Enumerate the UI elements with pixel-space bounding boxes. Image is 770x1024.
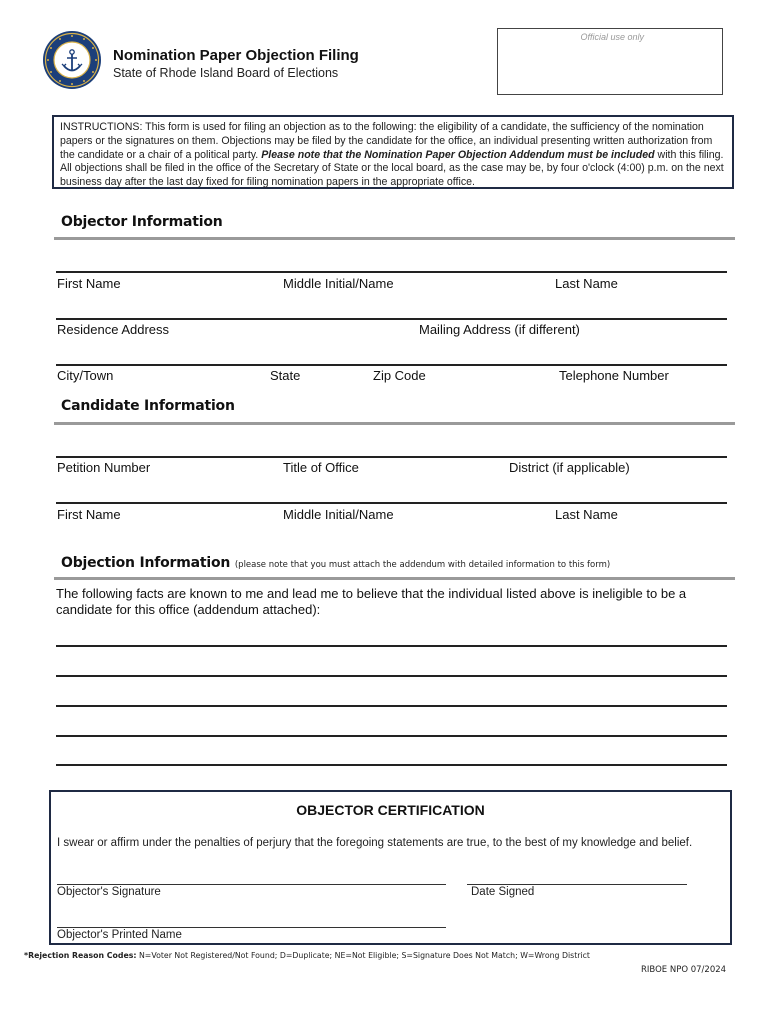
title-of-office-label: Title of Office bbox=[283, 460, 359, 475]
date-signed-label: Date Signed bbox=[471, 886, 535, 898]
instructions-text-1: INSTRUCTIONS: This form is used for filing an objection as to the following: the eligibility of a candidate, the sufficiency of the nomination papers or the signatures on them. Objections may be filed by the candidate for the office, an individual presenting written authorization from the candidate or a chair of a political party. bbox=[60, 121, 713, 161]
objector-section-heading: Objector Information bbox=[61, 214, 223, 230]
official-use-label: Official use only bbox=[580, 32, 644, 42]
section-divider bbox=[54, 237, 735, 240]
instructions-text-2: with this filing. All objections shall be filed in the office of the Secretary of State or the local board, as the case may be, by four o'clock (4:00) p.m. on the next business day after the last day fixed for filing nomination papers in the appropriate office. bbox=[60, 148, 724, 189]
form-code: RIBOE NPO 07/2024 bbox=[641, 965, 727, 975]
objection-fact-line[interactable] bbox=[56, 735, 727, 737]
signature-label: Objector's Signature bbox=[57, 886, 161, 898]
candidate-first-name-label: First Name bbox=[57, 507, 121, 522]
candidate-section-heading: Candidate Information bbox=[61, 398, 235, 414]
objection-section-heading bbox=[61, 555, 610, 571]
form-title: Nomination Paper Objection Filing bbox=[113, 47, 359, 64]
certification-title: OBJECTOR CERTIFICATION bbox=[296, 802, 485, 818]
printed-name-label: Objector's Printed Name bbox=[57, 929, 182, 941]
board-of-elections-seal bbox=[42, 30, 102, 90]
date-signed-line[interactable] bbox=[467, 884, 687, 885]
zip-code-label: Zip Code bbox=[373, 368, 426, 383]
candidate-middle-name-label: Middle Initial/Name bbox=[283, 507, 394, 522]
objection-fact-line[interactable] bbox=[56, 705, 727, 707]
candidate-name-line[interactable] bbox=[56, 502, 727, 504]
official-use-box bbox=[497, 28, 723, 95]
objection-fact-line[interactable] bbox=[56, 764, 727, 766]
telephone-label: Telephone Number bbox=[559, 368, 669, 383]
objector-last-name-label: Last Name bbox=[555, 276, 618, 291]
objector-city-line[interactable] bbox=[56, 364, 727, 366]
candidate-last-name-label: Last Name bbox=[555, 507, 618, 522]
objection-fact-line[interactable] bbox=[56, 645, 727, 647]
printed-name-line[interactable] bbox=[57, 927, 446, 928]
instructions-box bbox=[52, 115, 734, 189]
certification-statement: I swear or affirm under the penalties of perjury that the foregoing statements are true, to the best of my knowledge and belief. bbox=[57, 837, 693, 849]
objector-name-line[interactable] bbox=[56, 271, 727, 273]
state-label: State bbox=[270, 368, 301, 383]
residence-address-label: Residence Address bbox=[57, 322, 170, 337]
candidate-petition-line[interactable] bbox=[56, 456, 727, 458]
section-divider bbox=[54, 422, 735, 425]
rejection-codes-text: N=Voter Not Registered/Not Found; D=Duplicate; NE=Not Eligible; S=Signature Does Not Match; W=Wrong District bbox=[136, 951, 590, 960]
district-label: District (if applicable) bbox=[509, 460, 630, 475]
objection-heading-note: (please note that you must attach the addendum with detailed information to this form) bbox=[234, 560, 611, 570]
objector-middle-name-label: Middle Initial/Name bbox=[283, 276, 394, 291]
objector-first-name-label: First Name bbox=[57, 276, 121, 291]
rejection-codes-label: *Rejection Reason Codes: bbox=[24, 951, 137, 960]
rejection-codes-footnote bbox=[24, 951, 590, 960]
objection-fact-line[interactable] bbox=[56, 675, 727, 677]
instructions-emphasis: Please note that the Nomination Paper Objection Addendum must be included bbox=[261, 148, 655, 161]
objector-address-line[interactable] bbox=[56, 318, 727, 320]
signature-line[interactable] bbox=[57, 884, 446, 885]
form-subtitle: State of Rhode Island Board of Elections bbox=[113, 66, 339, 80]
objection-heading-text: Objection Information bbox=[61, 555, 231, 571]
objection-statement: The following facts are known to me and lead me to believe that the individual listed above is ineligible to be a candidate for this office (addendum attached): bbox=[56, 586, 687, 617]
petition-number-label: Petition Number bbox=[57, 460, 151, 475]
city-town-label: City/Town bbox=[57, 368, 114, 383]
section-divider bbox=[54, 577, 735, 580]
mailing-address-label: Mailing Address (if different) bbox=[419, 322, 580, 337]
